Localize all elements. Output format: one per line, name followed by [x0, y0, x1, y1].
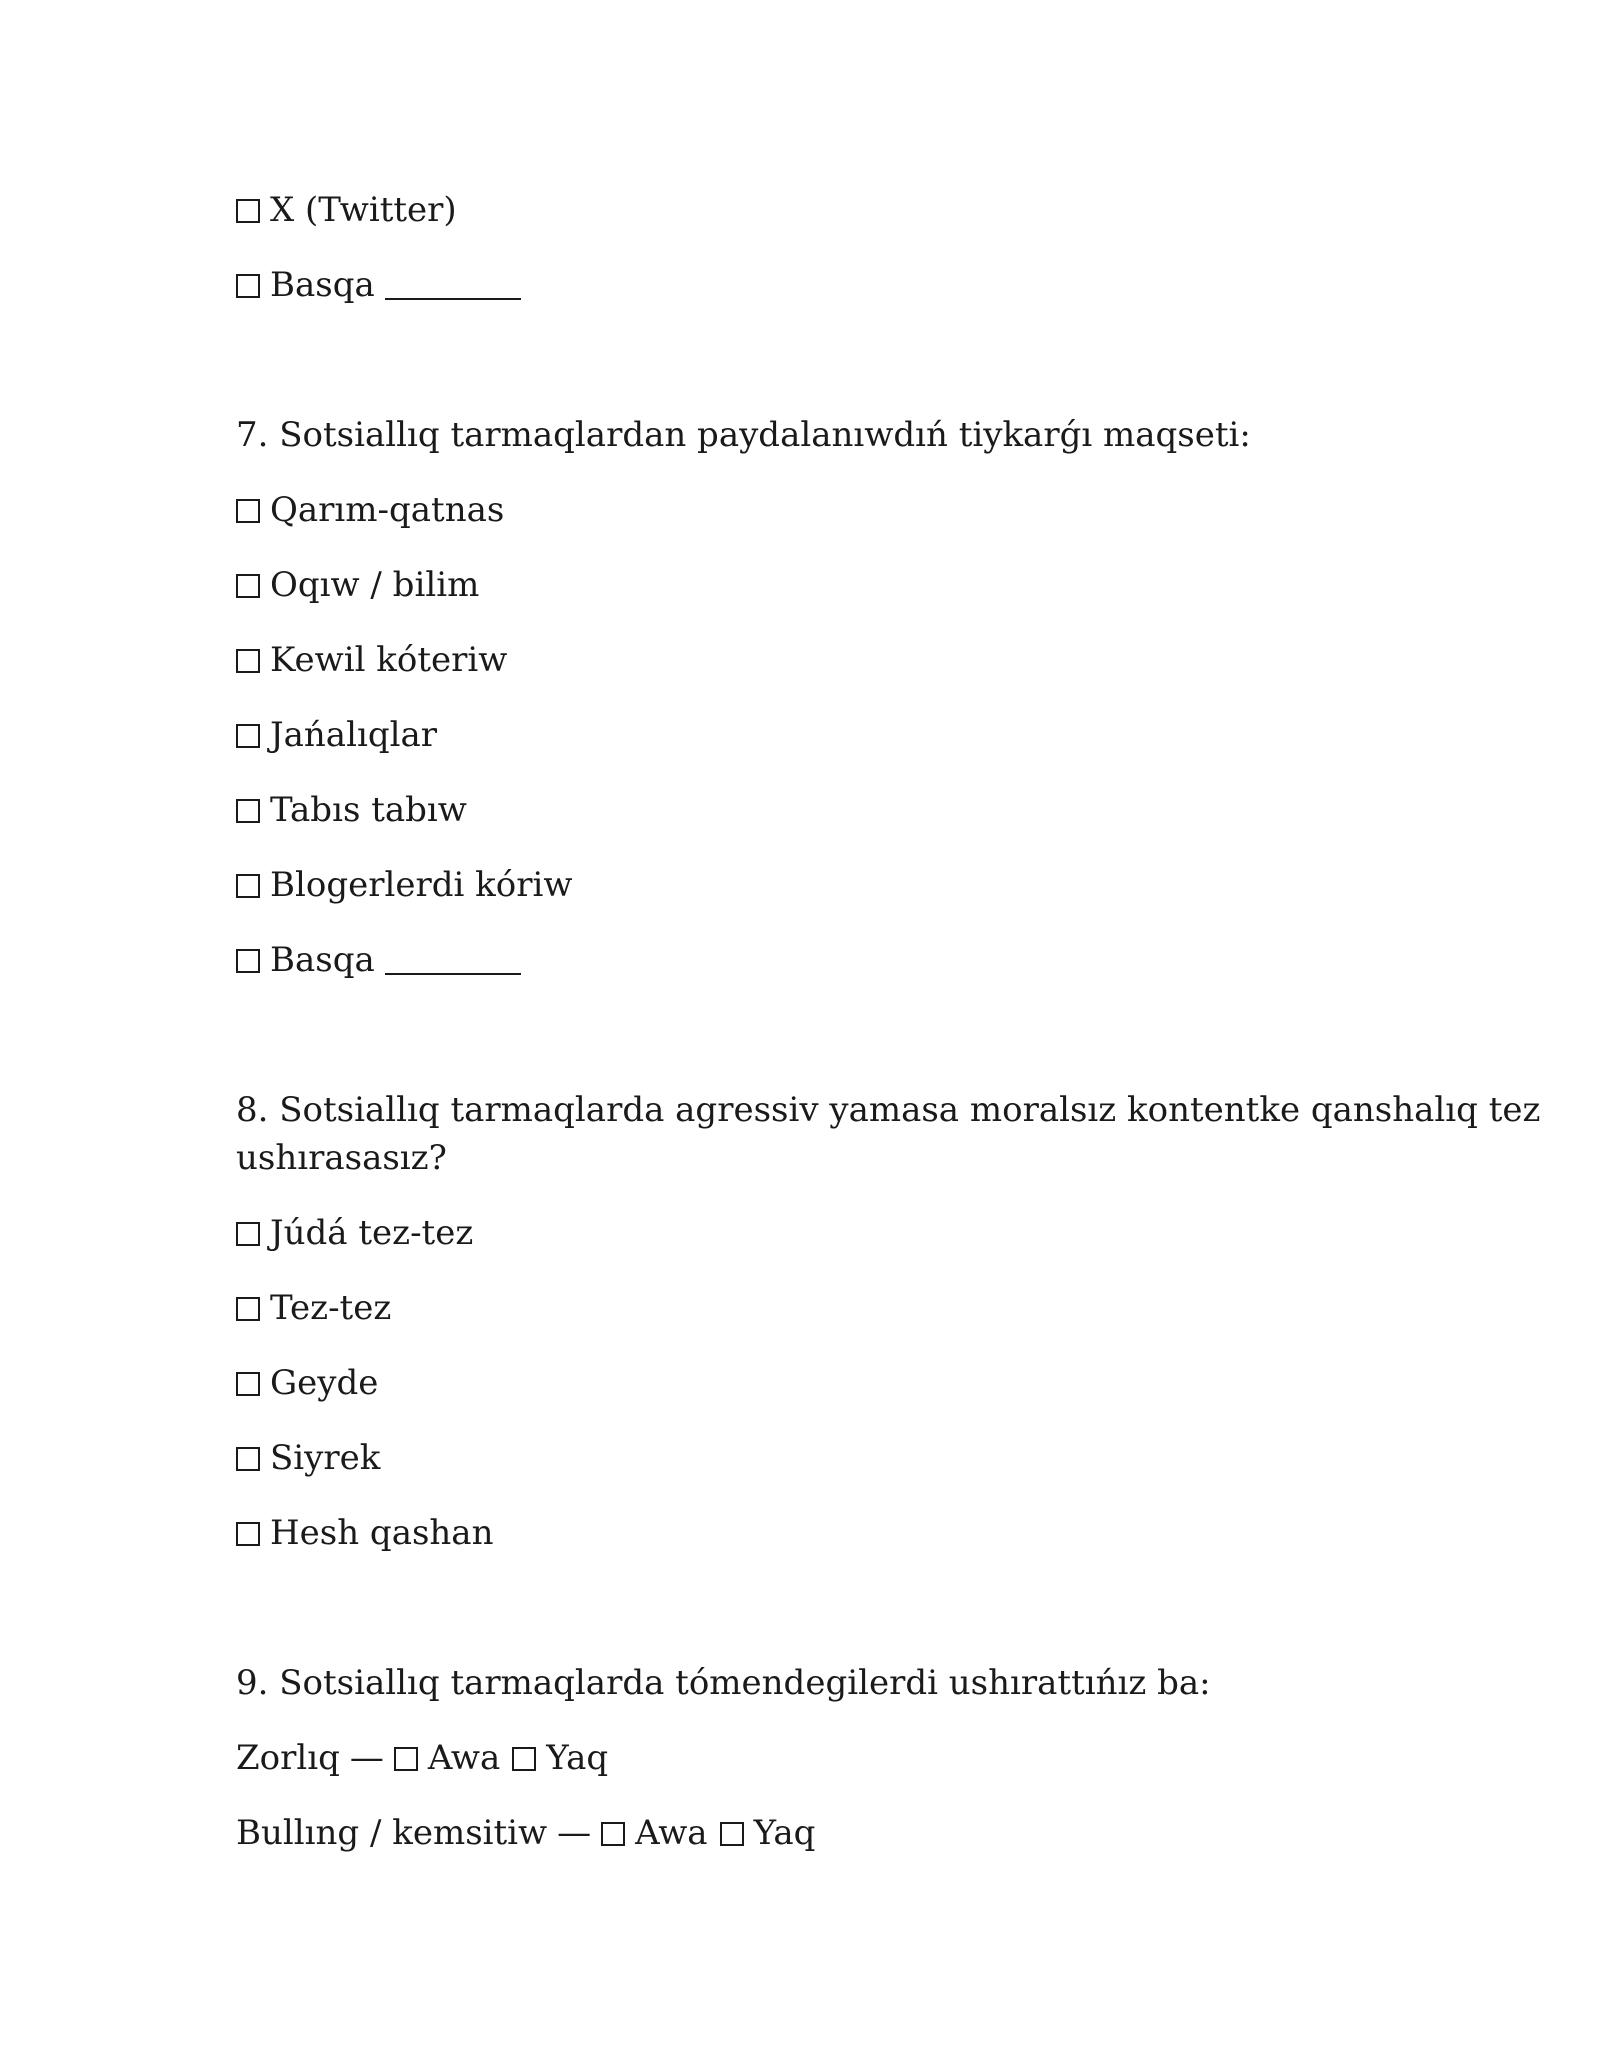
checkbox-icon[interactable]: [512, 1747, 536, 1771]
em-dash: —: [557, 1813, 592, 1853]
option-yaq: Yaq: [753, 1813, 816, 1853]
option-awa: Awa: [427, 1738, 501, 1778]
checkbox-icon[interactable]: [236, 574, 260, 598]
checkbox-icon[interactable]: [236, 724, 260, 748]
row-label: Zorlıq: [236, 1738, 340, 1778]
fill-in-blank[interactable]: [385, 268, 521, 300]
checkbox-icon[interactable]: [236, 1522, 260, 1546]
q8-option[interactable]: Siyrek: [236, 1434, 380, 1482]
q9-row-zorliq: [236, 1734, 608, 1782]
option-yaq: Yaq: [546, 1738, 609, 1778]
question-7-title: 7. Sotsiallıq tarmaqlardan paydalanıwdıń tiykarǵı maqseti:: [236, 415, 1251, 455]
checkbox-icon[interactable]: [236, 1447, 260, 1471]
checkbox-icon[interactable]: [236, 1297, 260, 1321]
question-8-title-line-1: 8. Sotsiallıq tarmaqlarda agressiv yamasa moralsız kontentke qanshalıq tez: [236, 1090, 1541, 1130]
option-awa: Awa: [635, 1813, 708, 1853]
checkbox-icon[interactable]: [236, 874, 260, 898]
option-x-twitter[interactable]: X (Twitter): [236, 186, 457, 234]
question-8-title-line-2: ushırasasız?: [236, 1138, 447, 1178]
checkbox-icon[interactable]: [236, 1222, 260, 1246]
q8-option[interactable]: Tez-tez: [236, 1284, 391, 1332]
checkbox-icon[interactable]: [720, 1822, 744, 1846]
em-dash: —: [349, 1738, 384, 1778]
option-basqa-q6[interactable]: Basqa: [236, 261, 521, 309]
q7-option[interactable]: Tabıs tabıw: [236, 786, 467, 834]
q9-row-bulling: [236, 1809, 815, 1857]
q7-option[interactable]: Blogerlerdi kóriw: [236, 861, 572, 909]
checkbox-icon[interactable]: [236, 949, 260, 973]
checkbox-icon[interactable]: [236, 1372, 260, 1396]
q8-option[interactable]: Geyde: [236, 1359, 378, 1407]
q7-option[interactable]: Oqıw / bilim: [236, 561, 479, 609]
q7-option[interactable]: Jańalıqlar: [236, 711, 437, 759]
checkbox-icon[interactable]: [601, 1822, 625, 1846]
checkbox-icon[interactable]: [236, 274, 260, 298]
q7-option[interactable]: Kewil kóteriw: [236, 636, 507, 684]
checkbox-icon[interactable]: [236, 499, 260, 523]
checkbox-icon[interactable]: [236, 649, 260, 673]
q8-option[interactable]: Júdá tez-tez: [236, 1209, 473, 1257]
checkbox-icon[interactable]: [236, 799, 260, 823]
row-label: Bullıng / kemsitiw: [236, 1813, 548, 1853]
checkbox-icon[interactable]: [394, 1747, 418, 1771]
fill-in-blank[interactable]: [385, 943, 521, 975]
q8-option[interactable]: Hesh qashan: [236, 1509, 493, 1557]
q7-option[interactable]: Qarım-qatnas: [236, 486, 504, 534]
q7-option[interactable]: Basqa: [236, 936, 521, 984]
checkbox-icon[interactable]: [236, 199, 260, 223]
question-9-title: 9. Sotsiallıq tarmaqlarda tómendegilerdi ushırattıńız ba:: [236, 1663, 1211, 1703]
